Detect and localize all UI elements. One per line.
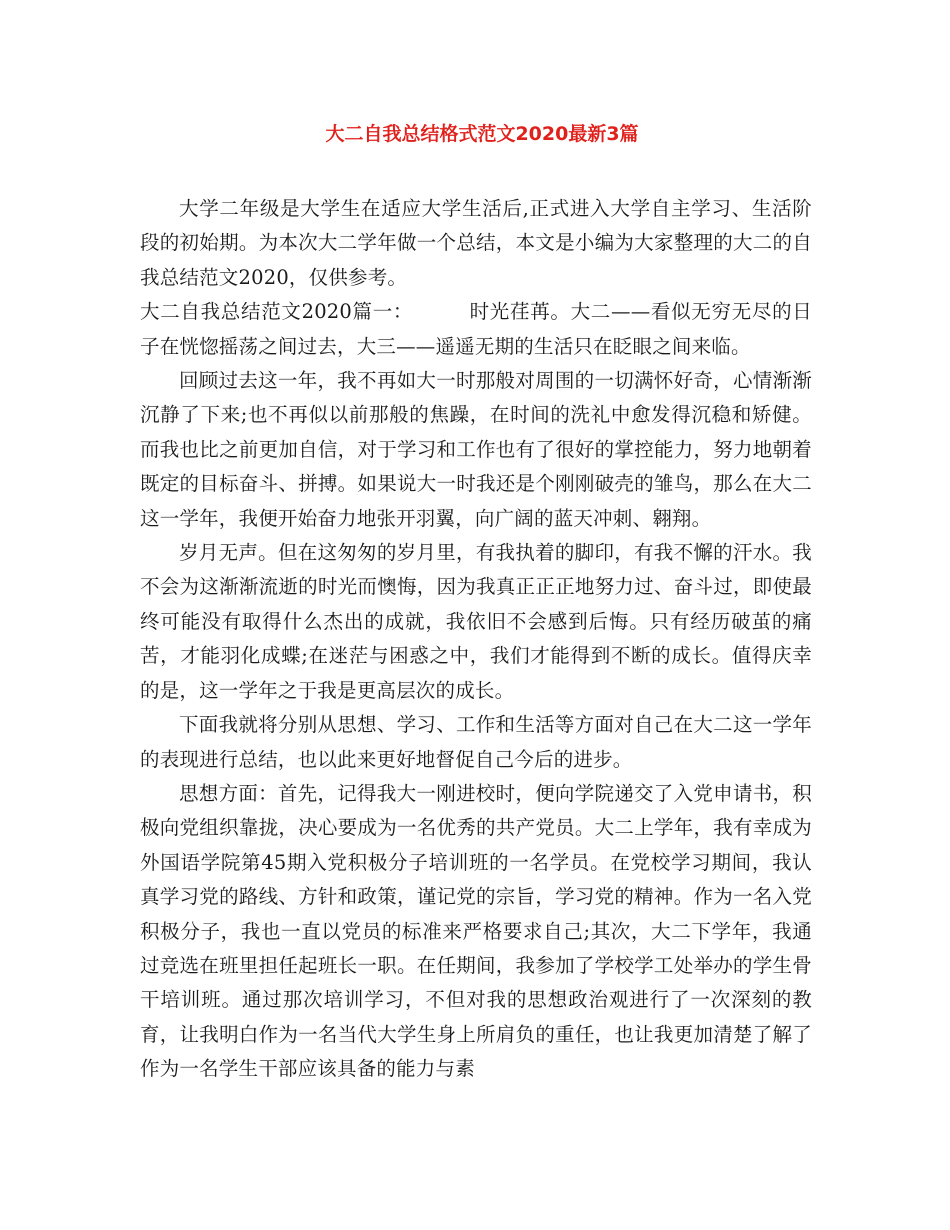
paragraph-thought: 思想方面：首先，记得我大一刚进校时，便向学院递交了入党申请书，积极向党组织靠拢，决心要成为一名优秀的共产党员。大二上学年，我有幸成为外国语学院第45期入党积极分子培训班的一名学员。在党校学习期间，我认真学习党的路线、方针和政策，谨记党的宗旨，学习党的精神。作为一名入党积极分子，我也一直以党员的标准来严格要求自己;其次，大二下学年，我通过竞选在班里担任起班长一职。在任期间，我参加了学校学工处举办的学生骨干培训班。通过那次培训学习，不但对我的思想政治观进行了一次深刻的教育，让我明白作为一名当代大学生身上所肩负的重任，也让我更加清楚了解了作为一名学生干部应该具备的能力与素	[140, 781, 812, 1081]
paragraph-years: 岁月无声。但在这匆匆的岁月里，有我执着的脚印，有我不懈的汗水。我不会为这渐渐流逝的时光而懊悔，因为我真正正正地努力过、奋斗过，即使最终可能没有取得什么杰出的成就，我依旧不会感到后悔。只有经历破茧的痛苦，才能羽化成蝶;在迷茫与困惑之中，我们才能得到不断的成长。值得庆幸的是，这一学年之于我是更高层次的成长。	[140, 541, 812, 702]
document-body	[140, 192, 812, 1087]
section-heading: 大二自我总结范文2020篇一：	[140, 300, 414, 324]
intro-paragraph: 大学二年级是大学生在适应大学生活后,正式进入大学自主学习、生活阶段的初始期。为本次大二学年做一个总结，本文是小编为大家整理的大二的自我总结范文2020，仅供参考。	[140, 197, 812, 289]
section-heading-line	[140, 295, 812, 364]
paragraph-review: 回顾过去这一年，我不再如大一时那般对周围的一切满怀好奇，心情渐渐沉静了下来;也不再似以前那般的焦躁，在时间的洗礼中愈发得沉稳和矫健。而我也比之前更加自信，对于学习和工作也有了很好的掌控能力，努力地朝着既定的目标奋斗、拼搏。如果说大一时我还是个刚刚破壳的雏鸟，那么在大二这一学年，我便开始奋力地张开羽翼，向广阔的蓝天冲刺、翱翔。	[140, 369, 812, 530]
document-title: 大二自我总结格式范文2020最新3篇	[325, 123, 639, 145]
section-lead: 时光荏苒。大二——看似无穷无尽的日子在恍惚摇荡之间过去，大三——遥遥无期的生活只在眨眼之间来临。	[140, 300, 812, 358]
document-page	[140, 120, 812, 1087]
paragraph-outline: 下面我就将分别从思想、学习、工作和生活等方面对自己在大二这一学年的表现进行总结，也以此来更好地督促自己今后的进步。	[140, 713, 812, 771]
